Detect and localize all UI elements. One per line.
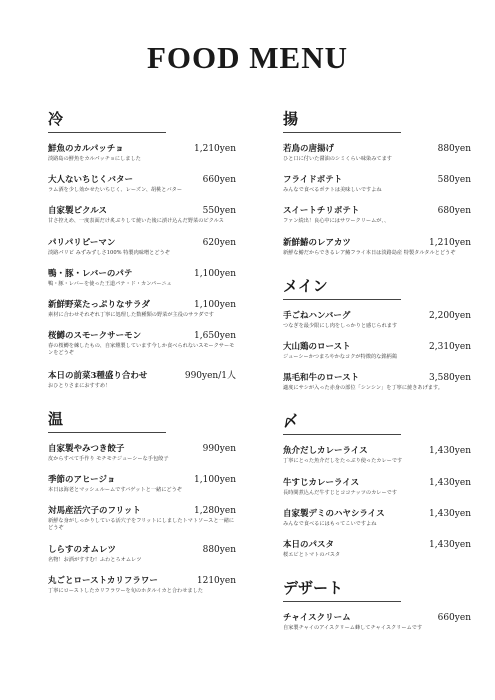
item-name: 桜鱒のスモークサーモン — [48, 331, 142, 342]
menu-section — [283, 577, 471, 632]
item-name: チャイスクリーム — [283, 613, 351, 624]
item-price: 990yen/1人 — [184, 370, 236, 381]
menu-item — [283, 142, 471, 163]
item-description: 丁寧にとった魚介だしをたっぷり使ったカレーです — [283, 458, 403, 465]
item-description: 長時間煮込んだ牛すじとココナッツのカレーです — [283, 489, 398, 496]
menu-section — [48, 408, 236, 595]
item-price: 2,200yen — [429, 310, 471, 321]
menu-item — [283, 204, 471, 225]
section-heading: 温 — [48, 408, 166, 433]
item-price: 620yen — [202, 237, 236, 248]
menu-item — [48, 204, 236, 225]
menu-item — [283, 173, 471, 194]
section-heading: デザート — [283, 577, 401, 602]
menu-item — [283, 538, 471, 559]
menu-section — [283, 108, 471, 257]
section-heading: 揚 — [283, 108, 401, 133]
item-description: 丁寧にローストしたカリフラワーを旬のホタルイカと合わせました — [48, 587, 203, 594]
item-price: 680yen — [437, 206, 471, 217]
section-heading: 冷 — [48, 108, 166, 133]
item-price: 1,100yen — [194, 268, 236, 279]
item-price: 1,430yen — [429, 540, 471, 551]
item-name: 季節のアヒージョ — [48, 475, 116, 486]
menu-item — [48, 142, 236, 163]
item-description: みんなで食べるにはもってこいですよね — [283, 520, 377, 527]
menu-item — [283, 611, 471, 632]
menu-item — [48, 442, 236, 463]
item-name: 手ごねハンバーグ — [283, 310, 351, 321]
item-name: 新鮮野菜たっぷりなサラダ — [48, 300, 150, 311]
item-price: 880yen — [437, 144, 471, 154]
menu-item — [283, 340, 471, 361]
item-price: 1,100yen — [194, 475, 236, 486]
item-description: おひとりさまにおすすめ！ — [48, 382, 111, 389]
item-description: 素材に合わせそれぞれ丁寧に処理した数種類の野菜が主役のサラダです — [48, 312, 214, 319]
menu-item — [283, 371, 471, 392]
item-description: ひと口に付いた醤油のシミくらい味染みてます — [283, 156, 392, 162]
menu-section — [283, 275, 471, 393]
item-price: 660yen — [202, 175, 236, 186]
right-column — [283, 108, 471, 650]
section-heading: 〆 — [283, 410, 401, 435]
item-price: 580yen — [437, 175, 471, 186]
menu-item — [48, 574, 236, 595]
item-description: つなぎを最少限にし肉をしっかりと感じられます — [283, 322, 398, 329]
menu-item — [48, 329, 236, 357]
item-name: 自家製デミのハヤシライス — [283, 508, 385, 519]
item-price: 1,100yen — [194, 300, 236, 311]
item-name: 新鮮鰆のレアカツ — [283, 237, 351, 248]
item-description: 新鮮な鰆だからできるレア鰆フライ本日は淡路島産 特製タルタルとどうぞ — [283, 249, 456, 256]
item-price: 880yen — [202, 544, 236, 555]
menu-section — [48, 108, 236, 390]
item-name: パリパリピーマン — [48, 237, 116, 248]
item-price: 1,430yen — [429, 477, 471, 488]
menu-item — [48, 267, 236, 288]
item-name: 丸ごとローストカリフラワー — [48, 575, 158, 586]
item-description: 鴨・豚・レバーを使った王道パテ・ド・カンパーニュ — [48, 280, 172, 287]
item-name: 本日のパスタ — [283, 540, 335, 551]
menu-item — [283, 476, 471, 497]
item-price: 1,210yen — [194, 144, 236, 154]
menu-section — [283, 410, 471, 559]
section-heading: メイン — [283, 275, 401, 300]
item-description: 自家製チャイのアイスクリーム蜂してチャイスクリームです — [283, 625, 423, 632]
item-price: 550yen — [202, 206, 236, 217]
item-description: 本日は海老とマッシュルームですバゲットと一緒にどうぞ — [48, 487, 182, 494]
item-price: 660yen — [437, 613, 471, 624]
left-column — [48, 108, 236, 613]
item-description: ジューシーかつまろやかなコクが特徴的な銘柄鶏 — [283, 354, 397, 361]
item-name: 鮮魚のカルパッチョ — [48, 144, 124, 154]
item-price: 990yen — [202, 443, 236, 454]
item-description: ファン続出！良心中にはサワークリームが、、 — [283, 218, 390, 225]
item-description: ラム酒を少し効かせたいちじく、レーズン、胡桃とバター — [48, 187, 183, 194]
item-description: 適度にサシが入った赤身の部位「シンシン」を丁寧に焼きあげます。 — [283, 385, 443, 392]
item-description: 名物！お酒がすすむ！ふわとろオムレツ — [48, 556, 142, 563]
item-name: 自家製ピクルス — [48, 206, 107, 217]
menu-title: FOOD MENU — [146, 40, 348, 75]
item-description: 桜エビとトマトのパスタ — [283, 552, 341, 559]
item-price: 1,280yen — [194, 506, 236, 517]
item-name: 若鳥の唐揚げ — [283, 144, 335, 154]
item-price: 1,430yen — [429, 446, 471, 457]
menu-item — [48, 543, 236, 564]
menu-item — [48, 173, 236, 194]
menu-item — [48, 473, 236, 494]
item-name: 鴨・豚・レバーのパテ — [48, 268, 133, 279]
item-name: スイートチリポテト — [283, 206, 360, 217]
item-price: 3,580yen — [429, 373, 471, 384]
item-price: 1210yen — [196, 575, 236, 586]
item-price: 1,430yen — [429, 508, 471, 519]
item-name: フライドポテト — [283, 175, 343, 186]
item-name: 大人ないちじくバター — [48, 175, 134, 186]
item-name: 牛すじカレーライス — [283, 477, 360, 488]
menu-item — [283, 444, 471, 465]
menu-item — [48, 298, 236, 319]
menu-item — [48, 236, 236, 257]
item-price: 2,310yen — [429, 342, 471, 353]
item-description: みんなで食べるポテトは美味しいですよね — [283, 187, 382, 194]
item-name: しらすのオムレツ — [48, 544, 117, 555]
item-price: 1,210yen — [429, 237, 471, 248]
menu-item — [48, 368, 236, 390]
item-name: 自家製やみつき餃子 — [48, 443, 125, 454]
item-description: 春の桜鱒を練したもの、自家燻製しています今しか食べられないスモークサーモンをどうぞ — [48, 343, 235, 357]
item-price: 1,650yen — [194, 331, 236, 342]
menu-item — [283, 236, 471, 257]
item-name: 本日の前菜3種盛り合わせ — [48, 370, 148, 381]
menu-item — [48, 504, 236, 532]
menu-item — [283, 309, 471, 330]
item-name: 対馬産活穴子のフリット — [48, 506, 141, 517]
item-description: 皮からすべて手作り モチモチジューシーな手包餃子 — [48, 455, 169, 462]
item-description: 淡路パリピ みずみずしさ100% 特製肉味噌とどうぞ — [48, 249, 170, 256]
item-name: 大山鶏のロースト — [283, 342, 351, 353]
item-description: 淡路島の鮮魚をカルパッチョにしました — [48, 156, 141, 162]
item-description: 新鮮な身がしっかりしている活穴子をフリットにしましたトマトソースと一緒にどうぞ — [48, 518, 235, 532]
item-description: 甘さ控えめ、一度表面だけ炙ぶりして焼いた後に漬け込んだ野菜のピクルス — [48, 218, 224, 225]
item-name: 黒毛和牛のロースト — [283, 373, 360, 384]
menu-item — [283, 507, 471, 528]
item-name: 魚介だしカレーライス — [283, 446, 368, 457]
